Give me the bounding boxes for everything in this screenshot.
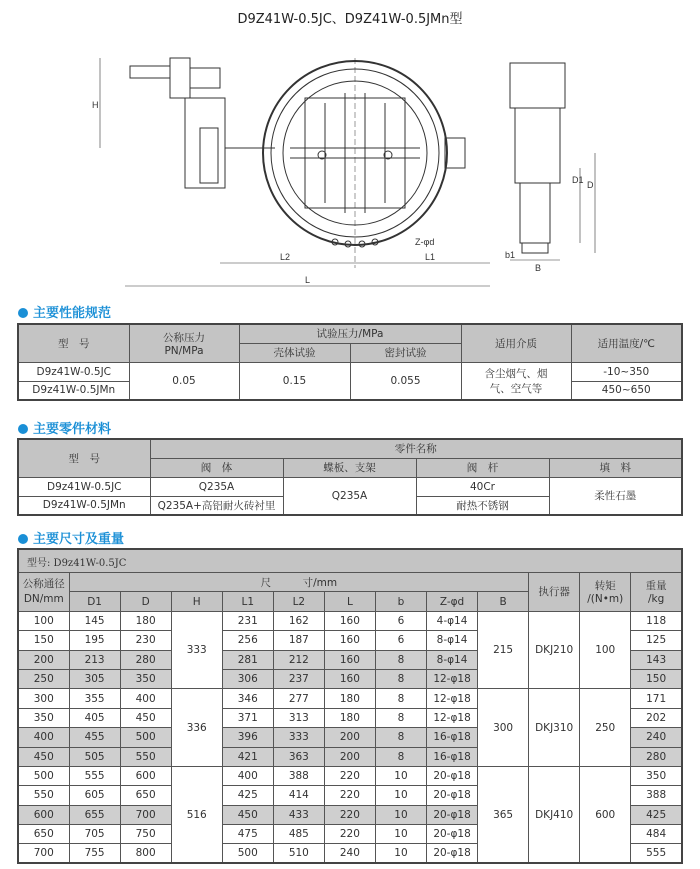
table-cell: 450~650 bbox=[571, 381, 682, 400]
table-cell: 10 bbox=[375, 825, 426, 844]
table-cell: 160 bbox=[324, 631, 375, 650]
table-cell: 10 bbox=[375, 844, 426, 863]
table-cell: 250 bbox=[18, 669, 69, 688]
table-cell: 执行器 bbox=[529, 573, 580, 612]
table-cell: 8 bbox=[375, 728, 426, 747]
table-cell: 零件名称 bbox=[150, 439, 682, 458]
table-cell: 10 bbox=[375, 805, 426, 824]
table-cell: 215 bbox=[478, 611, 529, 689]
table-cell: 适用温度/℃ bbox=[571, 324, 682, 362]
table-cell: 516 bbox=[171, 766, 222, 863]
valve-drawing bbox=[90, 28, 610, 298]
table-cell: 220 bbox=[324, 805, 375, 824]
table-cell: 型 号 bbox=[18, 324, 129, 362]
table-cell: DKJ410 bbox=[529, 766, 580, 863]
table-cell: 0.15 bbox=[239, 362, 350, 400]
table-cell: 阀 体 bbox=[150, 458, 283, 477]
col-header: D bbox=[120, 592, 171, 611]
table-row bbox=[18, 611, 682, 630]
table-cell: 650 bbox=[18, 825, 69, 844]
col-header: Z-φd bbox=[427, 592, 478, 611]
col-header: b bbox=[375, 592, 426, 611]
table-cell: 公称通径 DN/mm bbox=[18, 573, 69, 612]
table-cell: 150 bbox=[18, 631, 69, 650]
table-cell: 400 bbox=[120, 689, 171, 708]
table-cell: 500 bbox=[222, 844, 273, 863]
table-cell: 425 bbox=[631, 805, 682, 824]
table-cell: 396 bbox=[222, 728, 273, 747]
table-cell: 388 bbox=[631, 786, 682, 805]
table-cell: 8 bbox=[375, 650, 426, 669]
table-cell: 145 bbox=[69, 611, 120, 630]
table-cell: 162 bbox=[273, 611, 324, 630]
table-cell: D9z41W-0.5JMn bbox=[18, 381, 129, 400]
table-cell: 密封试验 bbox=[350, 343, 461, 362]
table-cell: 600 bbox=[580, 766, 631, 863]
table-cell: 500 bbox=[120, 728, 171, 747]
col-header: L bbox=[324, 592, 375, 611]
table-cell: 壳体试验 bbox=[239, 343, 350, 362]
section-materials: 主要零件材料 bbox=[18, 418, 111, 437]
table-cell: 200 bbox=[324, 728, 375, 747]
table-cell: 8 bbox=[375, 669, 426, 688]
table-cell: 12-φ18 bbox=[427, 689, 478, 708]
table-cell: 455 bbox=[69, 728, 120, 747]
dimensions-table bbox=[17, 548, 683, 864]
table-cell: 150 bbox=[631, 669, 682, 688]
table-cell: 300 bbox=[478, 689, 529, 767]
table-cell: 20-φ18 bbox=[427, 766, 478, 785]
label-d: D bbox=[587, 180, 594, 190]
table-cell: 6 bbox=[375, 611, 426, 630]
table-cell: 公称压力 PN/MPa bbox=[129, 324, 239, 362]
table-cell: -10~350 bbox=[571, 362, 682, 381]
table-cell: 700 bbox=[18, 844, 69, 863]
table-cell: DKJ310 bbox=[529, 689, 580, 767]
table-cell: 180 bbox=[120, 611, 171, 630]
table-cell: 300 bbox=[18, 689, 69, 708]
table-cell: 505 bbox=[69, 747, 120, 766]
table-cell: 705 bbox=[69, 825, 120, 844]
table-cell: 100 bbox=[18, 611, 69, 630]
col-header: H bbox=[171, 592, 222, 611]
table-cell: 230 bbox=[120, 631, 171, 650]
table-cell: D9z41W-0.5JMn bbox=[18, 496, 150, 515]
table-cell: 型 号 bbox=[18, 439, 150, 477]
section-dimensions: 主要尺寸及重量 bbox=[18, 528, 124, 547]
table-cell: 484 bbox=[631, 825, 682, 844]
table-cell: 型号: D9z41W-0.5JC bbox=[18, 549, 682, 573]
table-cell: 450 bbox=[18, 747, 69, 766]
table-cell: 柔性石墨 bbox=[549, 477, 682, 515]
table-cell: 16-φ18 bbox=[427, 747, 478, 766]
table-cell: 277 bbox=[273, 689, 324, 708]
table-cell: 231 bbox=[222, 611, 273, 630]
label-h: H bbox=[92, 100, 99, 110]
table-cell: 200 bbox=[18, 650, 69, 669]
table-cell: 550 bbox=[120, 747, 171, 766]
table-cell: 433 bbox=[273, 805, 324, 824]
table-cell: 700 bbox=[120, 805, 171, 824]
label-d1: D1 bbox=[572, 175, 584, 185]
table-cell: 750 bbox=[120, 825, 171, 844]
table-cell: 125 bbox=[631, 631, 682, 650]
table-cell: 485 bbox=[273, 825, 324, 844]
label-l2: L2 bbox=[280, 252, 291, 262]
label-zd: Z-φd bbox=[415, 237, 435, 247]
table-cell: 213 bbox=[69, 650, 120, 669]
table-cell: 405 bbox=[69, 708, 120, 727]
table-cell: 180 bbox=[324, 689, 375, 708]
table-cell: 180 bbox=[324, 708, 375, 727]
table-cell: 171 bbox=[631, 689, 682, 708]
table-cell: 550 bbox=[18, 786, 69, 805]
label-b: B bbox=[535, 263, 542, 273]
section-performance: 主要性能规范 bbox=[18, 302, 111, 321]
table-cell: 尺 寸/mm bbox=[69, 573, 529, 592]
table-cell: 365 bbox=[478, 766, 529, 863]
table-cell: 100 bbox=[580, 611, 631, 689]
page-title: D9Z41W-0.5JC、D9Z41W-0.5JMn型 bbox=[237, 12, 463, 27]
table-cell: 313 bbox=[273, 708, 324, 727]
table-cell: 800 bbox=[120, 844, 171, 863]
table-cell: 450 bbox=[222, 805, 273, 824]
table-cell: 500 bbox=[18, 766, 69, 785]
table-cell: 220 bbox=[324, 766, 375, 785]
materials-table bbox=[17, 438, 683, 516]
table-cell: 333 bbox=[273, 728, 324, 747]
label-l: L bbox=[305, 275, 311, 285]
table-cell: 143 bbox=[631, 650, 682, 669]
table-cell: 试验压力/MPa bbox=[239, 324, 461, 343]
col-header: B bbox=[478, 592, 529, 611]
table-cell: 187 bbox=[273, 631, 324, 650]
table-cell: 350 bbox=[18, 708, 69, 727]
table-cell: 0.055 bbox=[350, 362, 461, 400]
table-cell: 蝶板、支架 bbox=[283, 458, 416, 477]
table-cell: 346 bbox=[222, 689, 273, 708]
table-cell: 400 bbox=[18, 728, 69, 747]
table-cell: 160 bbox=[324, 650, 375, 669]
table-cell: 4-φ14 bbox=[427, 611, 478, 630]
table-cell: 20-φ18 bbox=[427, 844, 478, 863]
table-cell: 400 bbox=[222, 766, 273, 785]
table-cell: 200 bbox=[324, 747, 375, 766]
table-cell: 10 bbox=[375, 786, 426, 805]
table-cell: 8-φ14 bbox=[427, 631, 478, 650]
table-cell: 8 bbox=[375, 689, 426, 708]
table-cell: 600 bbox=[18, 805, 69, 824]
table-cell: 350 bbox=[631, 766, 682, 785]
table-cell: Q235A bbox=[150, 477, 283, 496]
table-cell: 655 bbox=[69, 805, 120, 824]
table-cell: 450 bbox=[120, 708, 171, 727]
bullet-icon bbox=[18, 534, 28, 544]
table-cell: 20-φ18 bbox=[427, 825, 478, 844]
table-cell: 755 bbox=[69, 844, 120, 863]
table-cell: 适用介质 bbox=[461, 324, 571, 362]
col-header: D1 bbox=[69, 592, 120, 611]
table-cell: 240 bbox=[324, 844, 375, 863]
table-cell: 306 bbox=[222, 669, 273, 688]
table-cell: 20-φ18 bbox=[427, 805, 478, 824]
table-cell: Q235A+高铝耐火砖衬里 bbox=[150, 496, 283, 515]
table-cell: 388 bbox=[273, 766, 324, 785]
table-cell: 363 bbox=[273, 747, 324, 766]
table-cell: 336 bbox=[171, 689, 222, 767]
table-cell: 阀 杆 bbox=[416, 458, 549, 477]
bullet-icon bbox=[18, 308, 28, 318]
table-cell: 0.05 bbox=[129, 362, 239, 400]
table-cell: 600 bbox=[120, 766, 171, 785]
table-cell: 12-φ18 bbox=[427, 708, 478, 727]
bullet-icon bbox=[18, 424, 28, 434]
table-cell: 510 bbox=[273, 844, 324, 863]
table-cell: 371 bbox=[222, 708, 273, 727]
table-row bbox=[18, 689, 682, 708]
performance-table bbox=[17, 323, 683, 401]
table-cell: DKJ210 bbox=[529, 611, 580, 689]
label-b1: b1 bbox=[505, 250, 516, 260]
table-cell: 202 bbox=[631, 708, 682, 727]
table-cell: 重量 /kg bbox=[631, 573, 682, 612]
table-cell: D9z41W-0.5JC bbox=[18, 477, 150, 496]
table-cell: 555 bbox=[69, 766, 120, 785]
table-cell: 280 bbox=[120, 650, 171, 669]
table-cell: 20-φ18 bbox=[427, 786, 478, 805]
table-cell: 10 bbox=[375, 766, 426, 785]
table-cell: 212 bbox=[273, 650, 324, 669]
table-cell: 含尘烟气、烟气、空气等 bbox=[461, 362, 571, 400]
table-cell: 281 bbox=[222, 650, 273, 669]
table-cell: 605 bbox=[69, 786, 120, 805]
table-cell: 195 bbox=[69, 631, 120, 650]
table-cell: 耐热不锈钢 bbox=[416, 496, 549, 515]
table-cell: 256 bbox=[222, 631, 273, 650]
table-cell: 16-φ18 bbox=[427, 728, 478, 747]
table-cell: 555 bbox=[631, 844, 682, 863]
table-cell: 6 bbox=[375, 631, 426, 650]
table-cell: 8-φ14 bbox=[427, 650, 478, 669]
table-cell: 8 bbox=[375, 747, 426, 766]
table-cell: 转矩 /(N•m) bbox=[580, 573, 631, 612]
table-cell: 220 bbox=[324, 786, 375, 805]
col-header: L1 bbox=[222, 592, 273, 611]
table-cell: 160 bbox=[324, 669, 375, 688]
label-l1: L1 bbox=[425, 252, 436, 262]
table-cell: 40Cr bbox=[416, 477, 549, 496]
table-cell: 8 bbox=[375, 708, 426, 727]
table-cell: D9z41W-0.5JC bbox=[18, 362, 129, 381]
table-cell: 250 bbox=[580, 689, 631, 767]
table-row bbox=[18, 766, 682, 785]
table-cell: 220 bbox=[324, 825, 375, 844]
table-cell: 237 bbox=[273, 669, 324, 688]
table-cell: 305 bbox=[69, 669, 120, 688]
table-cell: 160 bbox=[324, 611, 375, 630]
table-cell: 475 bbox=[222, 825, 273, 844]
table-cell: 240 bbox=[631, 728, 682, 747]
table-cell: 填 料 bbox=[549, 458, 682, 477]
col-header: L2 bbox=[273, 592, 324, 611]
table-cell: 280 bbox=[631, 747, 682, 766]
table-cell: 333 bbox=[171, 611, 222, 689]
table-cell: 355 bbox=[69, 689, 120, 708]
table-cell: 12-φ18 bbox=[427, 669, 478, 688]
table-cell: 414 bbox=[273, 786, 324, 805]
table-cell: 118 bbox=[631, 611, 682, 630]
table-cell: 421 bbox=[222, 747, 273, 766]
table-cell: Q235A bbox=[283, 477, 416, 515]
table-cell: 650 bbox=[120, 786, 171, 805]
table-cell: 350 bbox=[120, 669, 171, 688]
table-cell: 425 bbox=[222, 786, 273, 805]
